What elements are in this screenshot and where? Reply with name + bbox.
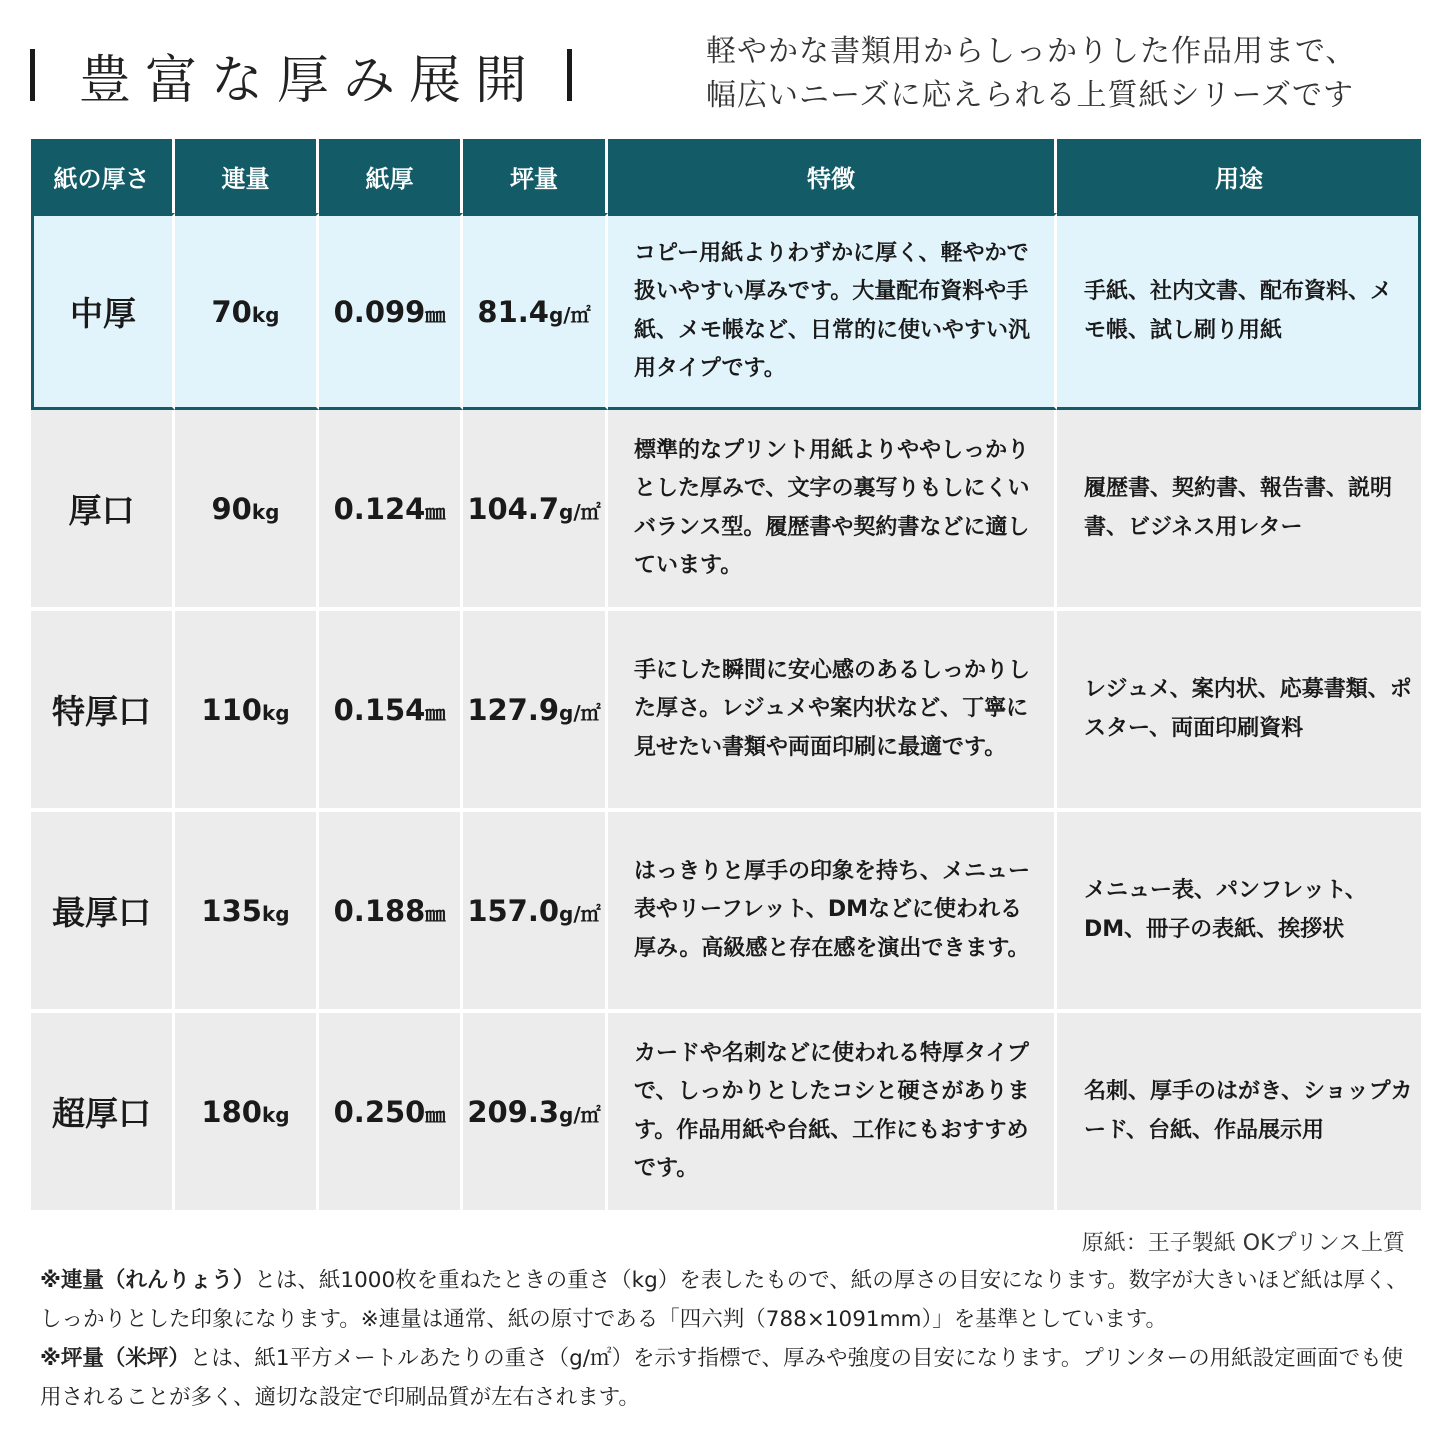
unit-label: kg (261, 901, 290, 926)
header-thickness: 紙の厚さ (31, 139, 175, 213)
paper-thickness-cell (319, 611, 463, 812)
table-row (31, 812, 1421, 1013)
use-text: 名刺、厚手のはがき、ショップカード、台紙、作品展示用 (1057, 1013, 1421, 1214)
paper-thickness-cell (319, 213, 463, 410)
unit-label: ㎜ (425, 700, 446, 725)
basis-weight-cell (463, 812, 608, 1013)
unit-label: kg (251, 302, 280, 327)
table-header-row (31, 139, 1421, 213)
header-basis-weight: 坪量 (463, 139, 608, 213)
table-row (31, 611, 1421, 812)
thickness-name: 超厚口 (31, 1013, 175, 1214)
footnote-text: とは、紙1平方メートルあたりの重さ（g/㎡）を示す指標で、厚みや強度の目安になります。プリンターの用紙設定画面でも使用されることが多く、適切な設定で印刷品質が左右されます。 (40, 1346, 1404, 1410)
table-row (31, 213, 1421, 410)
footnote-term: ※連量（れんりょう） (40, 1268, 255, 1293)
basis-weight-value: 104.7 (467, 491, 560, 526)
basis-weight-cell (463, 410, 608, 611)
thickness-name: 最厚口 (31, 812, 175, 1013)
basis-weight-cell (463, 213, 608, 410)
header-features: 特徴 (608, 139, 1057, 213)
unit-label: g/㎡ (559, 700, 601, 725)
ream-weight-value: 70 (211, 294, 252, 329)
basis-weight-value: 209.3 (467, 1094, 560, 1129)
use-text: レジュメ、案内状、応募書類、ポスター、両面印刷資料 (1057, 611, 1421, 812)
subtitle-line: 軽やかな書類用からしっかりした作品用まで、 (706, 34, 1357, 69)
ream-weight-value: 180 (201, 1094, 262, 1129)
unit-label: g/㎡ (559, 901, 601, 926)
title-bar-left (30, 49, 35, 101)
ream-weight-cell (175, 1013, 319, 1214)
unit-label: g/㎡ (559, 1102, 601, 1127)
footnotes (40, 1261, 1420, 1417)
unit-label: g/㎡ (548, 302, 591, 327)
unit-label: ㎜ (425, 901, 446, 926)
header-paper-thickness: 紙厚 (319, 139, 463, 213)
use-text: メニュー表、パンフレット、DM、冊子の表紙、挨拶状 (1057, 812, 1421, 1013)
use-text: 手紙、社内文書、配布資料、メモ帳、試し刷り用紙 (1057, 213, 1421, 410)
footnote-text: とは、紙1000枚を重ねたときの重さ（kg）を表したもので、紙の厚さの目安になります。数字が大きいほど紙は厚く、しっかりとした印象になります。※連量は通常、紙の原寸である「四六判（788×1091mm）」を基準としています。 (40, 1268, 1408, 1332)
table-row (31, 410, 1421, 611)
paper-thickness-value: 0.099 (333, 294, 426, 329)
feature-text: 手にした瞬間に安心感のあるしっかりした厚さ。レジュメや案内状など、丁寧に見せたい書類や両面印刷に最適です。 (608, 611, 1057, 812)
ream-weight-value: 135 (201, 893, 262, 928)
unit-label: kg (261, 1102, 290, 1127)
page-title: 豊富な厚み展開 (79, 50, 542, 111)
thickness-name: 特厚口 (31, 611, 175, 812)
ream-weight-cell (175, 213, 319, 410)
thickness-name: 中厚 (31, 213, 175, 410)
paper-thickness-value: 0.188 (333, 893, 426, 928)
thickness-name: 厚口 (31, 410, 175, 611)
subtitle-line: 幅広いニーズに応えられる上質紙シリーズです (706, 78, 1354, 113)
footnote-basis-weight (40, 1339, 1420, 1417)
unit-label: ㎜ (425, 302, 446, 327)
ream-weight-cell (175, 410, 319, 611)
basis-weight-value: 127.9 (467, 692, 560, 727)
ream-weight-cell (175, 611, 319, 812)
ream-weight-value: 90 (211, 491, 252, 526)
basis-weight-value: 157.0 (467, 893, 560, 928)
basis-weight-value: 81.4 (477, 294, 549, 329)
source-paper-note: 原紙：王子製紙 OKプリンス上質 (1081, 1231, 1405, 1256)
paper-thickness-value: 0.250 (333, 1094, 426, 1129)
unit-label: g/㎡ (559, 499, 601, 524)
header-uses: 用途 (1057, 139, 1421, 213)
paper-thickness-cell (319, 410, 463, 611)
ream-weight-value: 110 (201, 692, 262, 727)
basis-weight-cell (463, 1013, 608, 1214)
title-bar-right (567, 49, 572, 101)
paper-thickness-cell (319, 1013, 463, 1214)
feature-text: コピー用紙よりわずかに厚く、軽やかで扱いやすい厚みです。大量配布資料や手紙、メモ帳など、日常的に使いやすい汎用タイプです。 (608, 213, 1057, 410)
page-subtitle (706, 30, 1426, 118)
ream-weight-cell (175, 812, 319, 1013)
header-ream-weight: 連量 (175, 139, 319, 213)
unit-label: ㎜ (425, 1102, 446, 1127)
paper-thickness-cell (319, 812, 463, 1013)
feature-text: はっきりと厚手の印象を持ち、メニュー表やリーフレット、DMなどに使われる厚み。高級感と存在感を演出できます。 (608, 812, 1057, 1013)
paper-thickness-table (31, 139, 1421, 1214)
title-block (30, 40, 572, 110)
unit-label: kg (251, 499, 280, 524)
feature-text: カードや名刺などに使われる特厚タイプで、しっかりとしたコシと硬さがあります。作品用紙や台紙、工作にもおすすめです。 (608, 1013, 1057, 1214)
feature-text: 標準的なプリント用紙よりややしっかりとした厚みで、文字の裏写りもしにくいバランス型。履歴書や契約書などに適しています。 (608, 410, 1057, 611)
basis-weight-cell (463, 611, 608, 812)
use-text: 履歴書、契約書、報告書、説明書、ビジネス用レター (1057, 410, 1421, 611)
table-row (31, 1013, 1421, 1214)
paper-thickness-value: 0.124 (333, 491, 426, 526)
unit-label: ㎜ (425, 499, 446, 524)
unit-label: kg (261, 700, 290, 725)
footnote-ream-weight (40, 1261, 1420, 1339)
paper-thickness-value: 0.154 (333, 692, 426, 727)
footnote-term: ※坪量（米坪） (40, 1346, 190, 1371)
